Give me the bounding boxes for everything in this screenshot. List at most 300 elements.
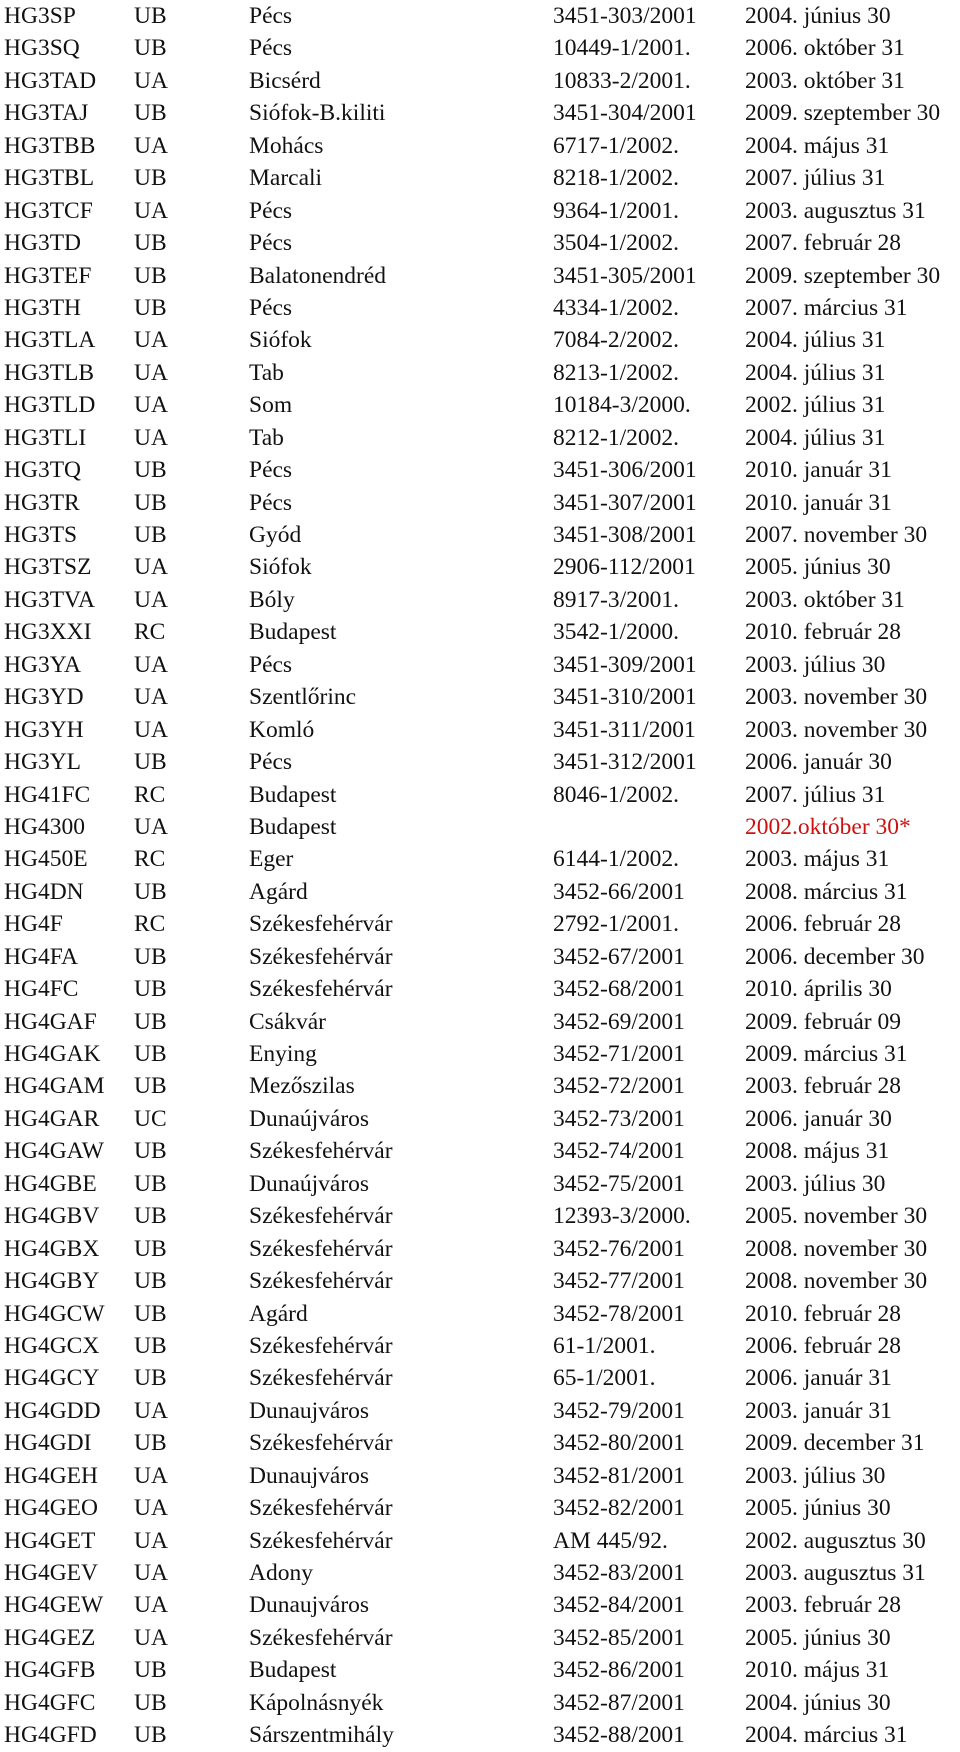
city-cell: Gyód: [249, 522, 302, 548]
expiry-date-cell: 2006. január 31: [745, 1365, 892, 1392]
expiry-date-cell: 2004. június 30: [745, 1689, 891, 1716]
callsign-cell: HG3TLB: [4, 359, 95, 386]
licence-class-cell: UA: [134, 392, 168, 419]
licence-class-cell: UA: [134, 1462, 168, 1489]
city-cell: Dunaujváros: [249, 1462, 370, 1489]
expiry-date-cell: 2003. február 28: [745, 1592, 901, 1619]
expiry-date-cell: 2003. október 31: [745, 67, 905, 94]
callsign-cell: HG4GBX: [4, 1235, 100, 1262]
expiry-date-cell: 2003. július 30: [745, 651, 886, 678]
expiry-date-cell: 2003. május 31: [745, 846, 890, 873]
expiry-date-cell: 2002. augusztus 30: [745, 1527, 926, 1554]
table-row: [0, 843, 960, 875]
city-cell: Sárszentmihály: [249, 1722, 394, 1749]
callsign-cell: HG4GBY: [4, 1268, 100, 1295]
callsign-cell: HG3YL: [4, 749, 82, 776]
expiry-date-cell: 2003. november 30: [745, 684, 928, 711]
city-cell: Székesfehérvár: [249, 1430, 393, 1457]
reference-number-cell: 3452-71/2001: [553, 1041, 685, 1067]
expiry-date-cell: 2010. január 31: [745, 457, 892, 484]
callsign-cell: HG4GEH: [4, 1462, 98, 1489]
reference-number-cell: 3451-304/2001: [553, 100, 697, 127]
licence-class-cell: UB: [134, 1689, 167, 1716]
table-row: [0, 779, 960, 811]
city-cell: Siófok: [249, 554, 312, 581]
licence-class-cell: RC: [134, 846, 166, 873]
licence-class-cell: UA: [134, 813, 168, 840]
table-row: [0, 0, 960, 32]
reference-number-cell: 3451-308/2001: [553, 522, 697, 548]
table-row: [0, 1298, 960, 1330]
reference-number-cell: 8212-1/2002.: [553, 424, 679, 451]
expiry-date-cell: 2007. március 31: [745, 294, 908, 321]
callsign-cell: HG4GBE: [4, 1170, 97, 1197]
city-cell: Mohács: [249, 132, 324, 159]
reference-number-cell: 3452-88/2001: [553, 1722, 685, 1749]
city-cell: Székesfehérvár: [249, 1268, 393, 1295]
reference-number-cell: 3451-309/2001: [553, 651, 697, 678]
callsign-cell: HG3TVA: [4, 586, 95, 613]
table-row: [0, 1038, 960, 1070]
table-row: [0, 1654, 960, 1686]
callsign-cell: HG3TBB: [4, 132, 96, 159]
reference-number-cell: 8046-1/2002.: [553, 781, 679, 808]
table-row: [0, 227, 960, 259]
callsign-cell: HG4GEV: [4, 1560, 98, 1586]
table-row: [0, 746, 960, 778]
city-cell: Pécs: [249, 230, 293, 257]
city-cell: Enying: [249, 1041, 317, 1067]
expiry-date-cell: 2003. november 30: [745, 716, 928, 743]
expiry-date-cell: 2006. december 30: [745, 943, 925, 970]
licence-class-cell: UB: [134, 522, 167, 548]
callsign-cell: HG3TH: [4, 294, 82, 321]
licence-class-cell: UB: [134, 294, 167, 321]
callsign-cell: HG4300: [4, 813, 85, 840]
city-cell: Székesfehérvár: [249, 1332, 393, 1359]
table-row: [0, 195, 960, 227]
expiry-date-cell: 2009. december 31: [745, 1430, 925, 1457]
expiry-date-cell: 2008. március 31: [745, 878, 908, 905]
licence-class-cell: UB: [134, 1430, 167, 1457]
table-row: [0, 1492, 960, 1524]
expiry-date-cell: 2005. június 30: [745, 554, 891, 581]
city-cell: Székesfehérvár: [249, 1235, 393, 1262]
table-row: [0, 1622, 960, 1654]
callsign-cell: HG4GEW: [4, 1592, 104, 1619]
table-row: [0, 97, 960, 129]
callsign-cell: HG3XXI: [4, 619, 92, 646]
expiry-date-cell: 2004. május 31: [745, 132, 890, 159]
table-row: [0, 1719, 960, 1751]
table-row: [0, 1687, 960, 1719]
expiry-date-cell: 2009. március 31: [745, 1041, 908, 1067]
licence-class-cell: UB: [134, 1300, 167, 1327]
reference-number-cell: 3452-86/2001: [553, 1657, 685, 1684]
table-row: [0, 1557, 960, 1589]
table-row: [0, 324, 960, 356]
callsign-cell: HG3TBL: [4, 165, 95, 192]
callsign-cell: HG4GCY: [4, 1365, 100, 1392]
licence-class-cell: UA: [134, 1560, 168, 1586]
table-row: [0, 389, 960, 421]
callsign-cell: HG3TEF: [4, 262, 92, 289]
city-cell: Balatonendréd: [249, 262, 387, 289]
expiry-date-cell: 2004. március 31: [745, 1722, 908, 1749]
reference-number-cell: 2906-112/2001: [553, 554, 696, 581]
callsign-cell: HG3YH: [4, 716, 84, 743]
reference-number-cell: 3452-67/2001: [553, 943, 685, 970]
licence-class-cell: RC: [134, 619, 166, 646]
table-row: [0, 1330, 960, 1362]
callsign-cell: HG3TLI: [4, 424, 87, 451]
expiry-date-cell: 2008. november 30: [745, 1235, 928, 1262]
expiry-date-cell: 2009. szeptember 30: [745, 262, 941, 289]
reference-number-cell: 7084-2/2002.: [553, 327, 679, 354]
callsign-cell: HG4GEZ: [4, 1624, 96, 1651]
table-row: [0, 1589, 960, 1621]
licence-class-cell: UA: [134, 1592, 168, 1619]
licence-class-cell: UB: [134, 1008, 167, 1035]
city-cell: Budapest: [249, 781, 337, 808]
table-row: [0, 130, 960, 162]
table-row: [0, 649, 960, 681]
reference-number-cell: AM 445/92.: [553, 1527, 668, 1554]
reference-number-cell: 3452-79/2001: [553, 1397, 685, 1424]
city-cell: Budapest: [249, 813, 337, 840]
callsign-cell: HG4GDI: [4, 1430, 92, 1457]
reference-number-cell: 6144-1/2002.: [553, 846, 679, 873]
reference-number-cell: [553, 811, 745, 843]
table-row: [0, 1395, 960, 1427]
licence-class-cell: UB: [134, 749, 167, 776]
city-cell: Dunaujváros: [249, 1397, 370, 1424]
callsign-cell: HG3YA: [4, 651, 82, 678]
table-row: [0, 1362, 960, 1394]
table-row: [0, 616, 960, 648]
city-cell: Szentlőrinc: [249, 684, 357, 711]
city-cell: Komló: [249, 716, 315, 743]
licence-class-cell: UB: [134, 165, 167, 192]
expiry-date-cell: 2007. július 31: [745, 781, 886, 808]
table-row: [0, 1070, 960, 1102]
licence-class-cell: UB: [134, 1073, 167, 1100]
city-cell: Pécs: [249, 749, 293, 776]
licence-class-cell: UA: [134, 1624, 168, 1651]
expiry-date-cell: 2005. június 30: [745, 1495, 891, 1522]
city-cell: Pécs: [249, 457, 293, 484]
expiry-date-cell: 2006. január 30: [745, 1105, 892, 1132]
licence-class-cell: UB: [134, 262, 167, 289]
reference-number-cell: 9364-1/2001.: [553, 197, 679, 224]
callsign-cell: HG4GFB: [4, 1657, 96, 1684]
reference-number-cell: 3542-1/2000.: [553, 619, 679, 646]
callsign-cell: HG4GAF: [4, 1008, 97, 1035]
table-row: [0, 973, 960, 1005]
expiry-date-cell: 2009. szeptember 30: [745, 100, 941, 127]
expiry-date-cell: 2004. június 30: [745, 3, 891, 29]
reference-number-cell: 3451-311/2001: [553, 716, 696, 743]
expiry-date-cell: 2003. július 30: [745, 1462, 886, 1489]
reference-number-cell: 3451-303/2001: [553, 3, 697, 29]
table-row: [0, 519, 960, 551]
expiry-date-cell: 2007. július 31: [745, 165, 886, 192]
reference-number-cell: 3452-84/2001: [553, 1592, 685, 1619]
city-cell: Marcali: [249, 165, 323, 192]
licence-class-cell: UB: [134, 1657, 167, 1684]
callsign-cell: HG3TAJ: [4, 100, 89, 127]
city-cell: Pécs: [249, 489, 293, 516]
table-row: [0, 260, 960, 292]
reference-number-cell: 3452-80/2001: [553, 1430, 685, 1457]
licence-class-cell: UB: [134, 1041, 167, 1067]
table-row: [0, 1427, 960, 1459]
city-cell: Székesfehérvár: [249, 1365, 393, 1392]
expiry-date-cell: 2007. február 28: [745, 230, 901, 257]
reference-number-cell: 3452-66/2001: [553, 878, 685, 905]
table-row: [0, 1168, 960, 1200]
expiry-date-cell: 2006. február 28: [745, 1332, 901, 1359]
licence-class-cell: UB: [134, 1332, 167, 1359]
callsign-cell: HG4FC: [4, 976, 79, 1003]
expiry-date-cell: 2003. augusztus 31: [745, 197, 926, 224]
callsign-cell: HG4F: [4, 911, 63, 938]
expiry-date-cell: 2006. október 31: [745, 35, 905, 62]
reference-number-cell: 3452-73/2001: [553, 1105, 685, 1132]
table-row: [0, 714, 960, 746]
licence-class-cell: UB: [134, 1268, 167, 1295]
city-cell: Bóly: [249, 586, 295, 613]
reference-number-cell: 3452-87/2001: [553, 1689, 685, 1716]
expiry-date-cell: 2008. május 31: [745, 1138, 890, 1165]
licence-class-cell: UB: [134, 489, 167, 516]
reference-number-cell: 3452-74/2001: [553, 1138, 685, 1165]
callsign-cell: HG4FA: [4, 943, 78, 970]
licence-class-cell: RC: [134, 911, 166, 938]
callsign-cell: HG4GEO: [4, 1495, 98, 1522]
callsign-cell: HG4GCX: [4, 1332, 100, 1359]
callsign-cell: HG3TR: [4, 489, 80, 516]
reference-number-cell: 3451-312/2001: [553, 749, 697, 776]
callsign-cell: HG450E: [4, 846, 88, 873]
reference-number-cell: 8213-1/2002.: [553, 359, 679, 386]
callsign-cell: HG4GET: [4, 1527, 96, 1554]
reference-number-cell: 61-1/2001.: [553, 1332, 656, 1359]
table-row: [0, 908, 960, 940]
reference-number-cell: 3452-75/2001: [553, 1170, 685, 1197]
licence-class-cell: UB: [134, 1235, 167, 1262]
callsign-cell: HG3SQ: [4, 35, 80, 62]
callsign-cell: HG3TQ: [4, 457, 82, 484]
expiry-date-cell: 2009. február 09: [745, 1008, 901, 1035]
callsign-cell: HG4GFD: [4, 1722, 97, 1749]
expiry-date-cell: 2003. január 31: [745, 1397, 892, 1424]
licence-class-cell: UB: [134, 457, 167, 484]
callsign-cell: HG3SP: [4, 3, 76, 29]
table-row: [0, 292, 960, 324]
city-cell: Tab: [249, 359, 284, 386]
city-cell: Adony: [249, 1560, 313, 1586]
table-row: [0, 941, 960, 973]
table-row: [0, 32, 960, 64]
reference-number-cell: 12393-3/2000.: [553, 1203, 691, 1230]
table-row: [0, 584, 960, 616]
licence-class-cell: UB: [134, 3, 167, 29]
licence-class-cell: UB: [134, 943, 167, 970]
expiry-date-cell: 2010. május 31: [745, 1657, 890, 1684]
table-row: [0, 1233, 960, 1265]
licence-class-cell: UA: [134, 327, 168, 354]
table-row: [0, 454, 960, 486]
licence-class-cell: UA: [134, 651, 168, 678]
expiry-date-cell: 2010. április 30: [745, 976, 892, 1003]
callsign-cell: HG4GDD: [4, 1397, 101, 1424]
city-cell: Székesfehérvár: [249, 1138, 393, 1165]
reference-number-cell: 3451-305/2001: [553, 262, 697, 289]
callsign-cell: HG4DN: [4, 878, 84, 905]
reference-number-cell: 3452-82/2001: [553, 1495, 685, 1522]
callsign-cell: HG3TS: [4, 522, 78, 548]
licence-class-cell: RC: [134, 781, 166, 808]
table-row: [0, 1525, 960, 1557]
reference-number-cell: 65-1/2001.: [553, 1365, 656, 1392]
city-cell: Siófok: [249, 327, 312, 354]
city-cell: Székesfehérvár: [249, 976, 393, 1003]
licence-class-cell: UA: [134, 67, 168, 94]
licence-class-cell: UB: [134, 1203, 167, 1230]
city-cell: Csákvár: [249, 1008, 327, 1035]
reference-number-cell: 6717-1/2002.: [553, 132, 679, 159]
city-cell: Siófok-B.kiliti: [249, 100, 386, 127]
expiry-date-cell: 2003. október 31: [745, 586, 905, 613]
callsign-cell: HG3YD: [4, 684, 84, 711]
callsign-cell: HG3TCF: [4, 197, 93, 224]
city-cell: Tab: [249, 424, 284, 451]
city-cell: Eger: [249, 846, 294, 873]
licence-class-cell: UB: [134, 1170, 167, 1197]
table-row: [0, 422, 960, 454]
licence-class-cell: UB: [134, 1138, 167, 1165]
city-cell: Székesfehérvár: [249, 911, 393, 938]
city-cell: Budapest: [249, 619, 337, 646]
licence-class-cell: UA: [134, 554, 168, 581]
table-row: [0, 811, 960, 843]
city-cell: Kápolnásnyék: [249, 1689, 384, 1716]
callsign-cell: HG3TLD: [4, 392, 96, 419]
table-row: [0, 1460, 960, 1492]
expiry-date-cell: 2005. június 30: [745, 1624, 891, 1651]
reference-number-cell: 3451-310/2001: [553, 684, 697, 711]
reference-number-cell: 3452-85/2001: [553, 1624, 685, 1651]
callsign-cell: HG41FC: [4, 781, 91, 808]
licence-class-cell: UB: [134, 976, 167, 1003]
table-row: [0, 357, 960, 389]
table-row: [0, 551, 960, 583]
city-cell: Dunaújváros: [249, 1170, 370, 1197]
reference-number-cell: 3452-83/2001: [553, 1560, 685, 1586]
reference-number-cell: 2792-1/2001.: [553, 911, 679, 938]
callsign-cell: HG4GAK: [4, 1041, 101, 1067]
licence-class-cell: UA: [134, 424, 168, 451]
city-cell: Budapest: [249, 1657, 337, 1684]
reference-number-cell: 3451-307/2001: [553, 489, 697, 516]
licence-class-cell: UA: [134, 716, 168, 743]
callsign-cell: HG4GBV: [4, 1203, 100, 1230]
reference-number-cell: 3452-69/2001: [553, 1008, 685, 1035]
reference-number-cell: 3452-76/2001: [553, 1235, 685, 1262]
callsign-cell: HG3TAD: [4, 67, 97, 94]
reference-number-cell: 10833-2/2001.: [553, 67, 691, 94]
callsign-cell: HG4GCW: [4, 1300, 105, 1327]
callsign-cell: HG3TD: [4, 230, 82, 257]
licence-class-cell: UA: [134, 684, 168, 711]
licence-class-cell: UB: [134, 35, 167, 62]
table-row: [0, 876, 960, 908]
licence-class-cell: UA: [134, 1527, 168, 1554]
expiry-date-cell: 2003. július 30: [745, 1170, 886, 1197]
city-cell: Bicsérd: [249, 67, 321, 94]
callsign-cell: HG3TLA: [4, 327, 96, 354]
reference-number-cell: 3452-72/2001: [553, 1073, 685, 1100]
expiry-date-cell: 2003. augusztus 31: [745, 1560, 926, 1586]
reference-number-cell: 8917-3/2001.: [553, 586, 679, 613]
reference-number-cell: 3451-306/2001: [553, 457, 697, 484]
table-row: [0, 487, 960, 519]
callsign-cell: HG4GFC: [4, 1689, 96, 1716]
city-cell: Dunaujváros: [249, 1592, 370, 1619]
table-row: [0, 1135, 960, 1167]
city-cell: Székesfehérvár: [249, 1203, 393, 1230]
licence-class-cell: UA: [134, 1495, 168, 1522]
reference-number-cell: 10449-1/2001.: [553, 35, 691, 62]
licence-class-cell: UA: [134, 197, 168, 224]
city-cell: Pécs: [249, 35, 293, 62]
licence-class-cell: UA: [134, 1397, 168, 1424]
reference-number-cell: 4334-1/2002.: [553, 294, 679, 321]
table-row: [0, 681, 960, 713]
licence-class-cell: UC: [134, 1105, 167, 1132]
table-row: [0, 1265, 960, 1297]
city-cell: Pécs: [249, 3, 293, 29]
expiry-date-cell: 2004. július 31: [745, 327, 886, 354]
city-cell: Mezőszilas: [249, 1073, 355, 1100]
table-row: [0, 1200, 960, 1232]
city-cell: Pécs: [249, 651, 293, 678]
city-cell: Pécs: [249, 197, 293, 224]
expiry-date-cell: 2003. február 28: [745, 1073, 901, 1100]
licence-class-cell: UB: [134, 230, 167, 257]
expiry-date-cell: 2006. január 30: [745, 749, 892, 776]
table-row: [0, 65, 960, 97]
table-row: [0, 1006, 960, 1038]
city-cell: Székesfehérvár: [249, 1527, 393, 1554]
licence-class-cell: UA: [134, 586, 168, 613]
city-cell: Székesfehérvár: [249, 943, 393, 970]
licence-class-cell: UA: [134, 132, 168, 159]
callsign-cell: HG4GAR: [4, 1105, 100, 1132]
expiry-date-cell: 2002. július 31: [745, 392, 886, 419]
city-cell: Pécs: [249, 294, 293, 321]
licence-class-cell: UA: [134, 359, 168, 386]
expiry-date-cell: 2010. január 31: [745, 489, 892, 516]
reference-number-cell: 3452-68/2001: [553, 976, 685, 1003]
licence-class-cell: UB: [134, 1722, 167, 1749]
expiry-date-cell: 2006. február 28: [745, 911, 901, 938]
expiry-date-cell: 2004. július 31: [745, 424, 886, 451]
reference-number-cell: 3504-1/2002.: [553, 230, 679, 257]
table-row: [0, 162, 960, 194]
reference-number-cell: 3452-77/2001: [553, 1268, 685, 1295]
